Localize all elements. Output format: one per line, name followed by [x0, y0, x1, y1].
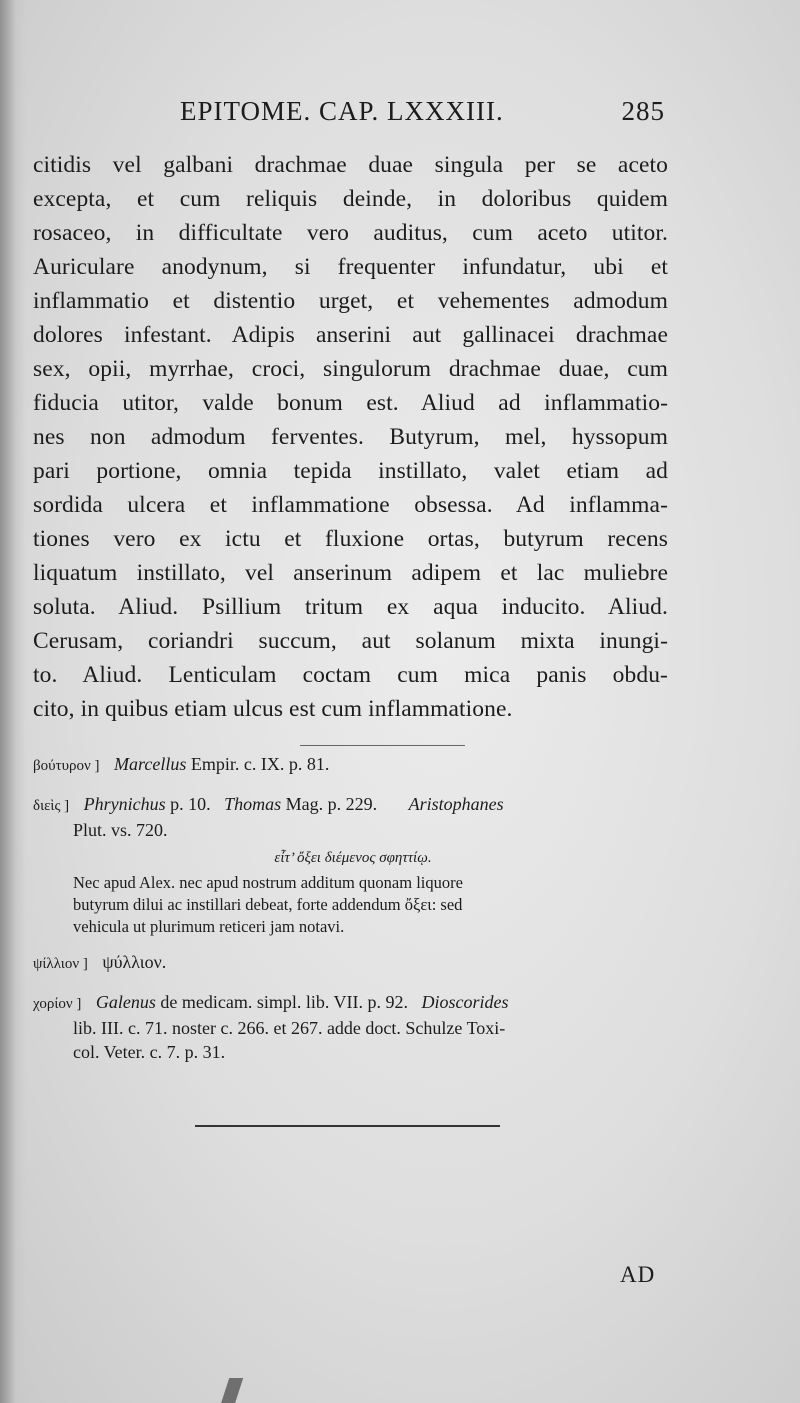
footnote-text: de medicam. simpl. lib. VII. p. 92.: [160, 992, 409, 1012]
footnote-author: Thomas: [224, 794, 282, 814]
ink-smudge: [221, 1378, 243, 1403]
footnote-author: Aristophanes: [408, 794, 504, 814]
text-line: tiones vero ex ictu et fluxione ortas, butyrum recens: [33, 526, 668, 552]
footnote-key: χορίον ]: [33, 996, 82, 1012]
footnote-author: Phrynichus: [83, 794, 166, 814]
footnote-continuation: Plut. vs. 720.: [73, 820, 168, 840]
footnote: [33, 950, 673, 976]
footnote: [33, 990, 673, 1064]
footnote-author: Galenus: [95, 992, 156, 1012]
footnote-text: ψύλλιον.: [102, 952, 167, 972]
page-number: 285: [621, 96, 665, 126]
page-gutter-shadow: [0, 0, 26, 1403]
footnote-key: ψίλλιον ]: [33, 956, 88, 972]
text-line: Auriculare anodynum, si frequenter infundatur, ubi et: [33, 254, 668, 280]
footnote-comment-line: butyrum dilui ac instillari debeat, forte addendum ὄξει: sed: [73, 895, 463, 914]
footnote-author: Marcellus: [114, 754, 187, 774]
page-header: [180, 96, 665, 136]
text-line: dolores infestant. Adipis anserini aut gallinacei drachmae: [33, 322, 668, 348]
greek-quotation: εἶτ’ ὄξει διέμενος σφηττίῳ.: [274, 850, 432, 866]
text-line: rosaceo, in difficultate vero auditus, cum aceto utitor.: [33, 220, 668, 246]
text-line: excepta, et cum reliquis deinde, in doloribus quidem: [33, 186, 668, 212]
main-text: [33, 148, 668, 726]
text-line: soluta. Aliud. Psillium tritum ex aqua inducito. Aliud.: [33, 594, 668, 620]
text-line: cito, in quibus etiam ulcus est cum inflammatione.: [33, 696, 513, 722]
footnote-text: Empir. c. IX. p. 81.: [190, 754, 330, 774]
footnote-comment-line: vehicula ut plurimum reticeri jam notavi.: [73, 917, 345, 936]
footnote-comment-line: Nec apud Alex. nec apud nostrum additum quonam liquore: [73, 873, 463, 892]
text-line: pari portione, omnia tepida instillato, valet etiam ad: [33, 458, 668, 484]
text-line: sex, opii, myrrhae, croci, singulorum drachmae duae, cum: [33, 356, 668, 382]
text-line: nes non admodum ferventes. Butyrum, mel, hyssopum: [33, 424, 668, 450]
footnote-key: διεὶς ]: [33, 798, 70, 814]
footnote-continuation: lib. III. c. 71. noster c. 266. et 267. adde doct. Schulze Toxi-: [73, 1018, 506, 1038]
text-line: to. Aliud. Lenticulam coctam cum mica panis obdu-: [33, 662, 668, 688]
footnote-text: p. 10.: [170, 794, 211, 814]
text-line: liquatum instillato, vel anserinum adipem et lac muliebre: [33, 560, 668, 586]
footnotes: [33, 752, 673, 1076]
footnote-continuation: col. Veter. c. 7. p. 31.: [73, 1042, 226, 1062]
footnote: [33, 752, 673, 778]
footnote: [33, 792, 673, 938]
end-rule: [195, 1125, 500, 1127]
text-line: fiducia utitor, valde bonum est. Aliud ad inflammatio-: [33, 390, 668, 416]
footnote-text: Mag. p. 229.: [285, 794, 378, 814]
text-line: sordida ulcera et inflammatione obsessa. Ad inflamma-: [33, 492, 668, 518]
running-head: EPITOME. CAP. LXXXIII.: [180, 96, 504, 126]
footnote-key: βούτυρον ]: [33, 758, 100, 774]
text-line: inflammatio et distentio urget, et vehementes admodum: [33, 288, 668, 314]
text-line: Cerusam, coriandri succum, aut solanum mixta inungi-: [33, 628, 668, 654]
footnote-author: Dioscorides: [421, 992, 509, 1012]
catchword: AD: [620, 1262, 656, 1287]
text-line: citidis vel galbani drachmae duae singula per se aceto: [33, 152, 668, 178]
notes-separator-rule: [300, 745, 465, 746]
